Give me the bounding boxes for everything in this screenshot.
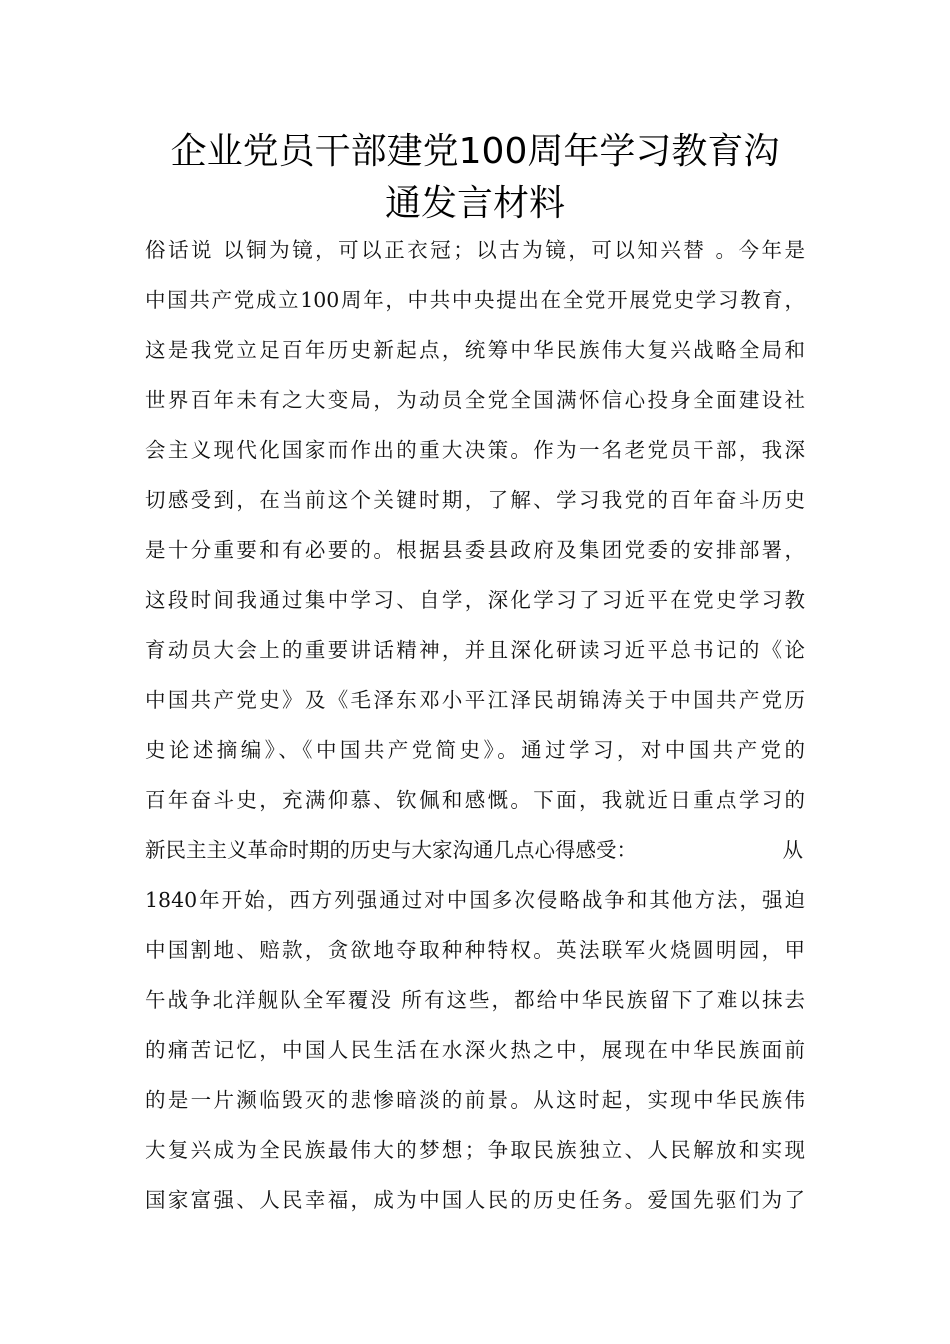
body-line: 会主义现代化国家而作出的重大决策。作为一名老党员干部，我深 xyxy=(145,438,805,462)
body-line: 的是一片濒临毁灭的悲惨暗淡的前景。从这时起，实现中华民族伟 xyxy=(145,1088,805,1112)
body-line: 午战争北洋舰队全军覆没 所有这些，都给中华民族留下了难以抹去 xyxy=(145,988,805,1012)
body-line: 这段时间我通过集中学习、自学，深化学习了习近平在党史学习教 xyxy=(145,588,805,612)
body-line: 俗话说 以铜为镜，可以正衣冠；以古为镜，可以知兴替 。今年是 xyxy=(145,238,805,262)
body-line: 的痛苦记忆，中国人民生活在水深火热之中，展现在中华民族面前 xyxy=(145,1038,805,1062)
body-line-with-tail xyxy=(145,836,805,864)
body-line: 新民主主义革命时期的历史与大家沟通几点心得感受： xyxy=(145,838,637,862)
body-line: 世界百年未有之大变局，为动员全党全国满怀信心投身全面建设社 xyxy=(145,388,805,412)
body-line: 育动员大会上的重要讲话精神，并且深化研读习近平总书记的《论 xyxy=(145,638,805,662)
body-line: 是十分重要和有必要的。根据县委县政府及集团党委的安排部署， xyxy=(145,538,805,562)
body-line: 中国共产党成立100周年，中共中央提出在全党开展党史学习教育， xyxy=(145,288,805,312)
body-line: 中国共产党史》及《毛泽东邓小平江泽民胡锦涛关于中国共产党历 xyxy=(145,688,805,712)
body-line: 这是我党立足百年历史新起点，统筹中华民族伟大复兴战略全局和 xyxy=(145,338,805,362)
body-line-tail: 从 xyxy=(782,838,803,862)
body-line: 中国割地、赔款，贪欲地夺取种种特权。英法联军火烧圆明园，甲 xyxy=(145,938,805,962)
document-title-line-1: 企业党员干部建党100周年学习教育沟 xyxy=(170,131,780,172)
body-line: 切感受到，在当前这个关键时期，了解、学习我党的百年奋斗历史 xyxy=(145,488,805,512)
body-line: 大复兴成为全民族最伟大的梦想；争取民族独立、人民解放和实现 xyxy=(145,1138,805,1162)
body-line: 国家富强、人民幸福，成为中国人民的历史任务。爱国先驱们为了 xyxy=(145,1188,805,1212)
body-line: 史论述摘编》、《中国共产党简史》。通过学习，对中国共产党的 xyxy=(145,738,805,762)
document-title-line-2: 通发言材料 xyxy=(384,183,565,224)
body-line: 百年奋斗史，充满仰慕、钦佩和感慨。下面，我就近日重点学习的 xyxy=(145,788,805,812)
body-line: 1840年开始，西方列强通过对中国多次侵略战争和其他方法，强迫 xyxy=(145,888,805,912)
